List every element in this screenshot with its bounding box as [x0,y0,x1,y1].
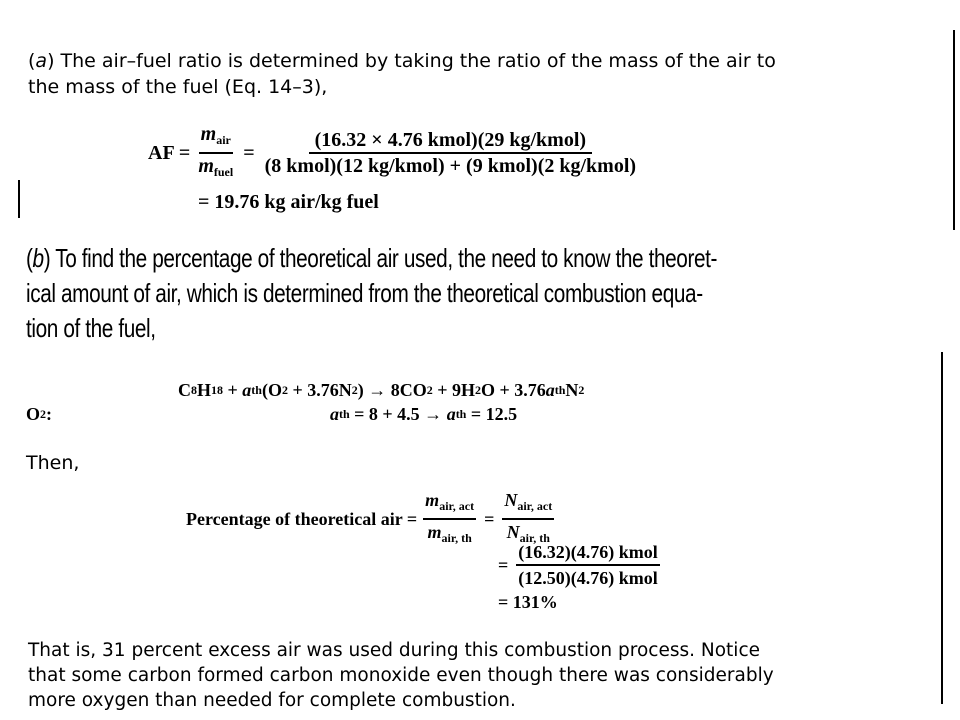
af-result: = 19.76 kg air/kg fuel [198,191,379,213]
mass-fuel-symbol: $m_{fuel}$ [198,155,234,179]
percentage-value-row: = $\frac{\text{(16.32)(4.76) kmol}}{\text{(12.50)(4.76) kmol}}$ [498,542,658,588]
part-a-paragraph: (a) The air–fuel ratio is determined by taking the ratio of the mass of the air to the mass of the fuel (Eq. 14–3), [28,50,776,98]
part-b-text-line-2: ical amount of air, which is determined from the theoretical combustion equa- [26,278,703,308]
combustion-reaction: C 8 H 18 + a th (O 2 + 3.76N 2 ) → 8CO 2 + 9H 2 O + 3.76 a th N 2 [178,380,585,400]
part-b-text-line-1: To find the percentage of theoretical air used, the need to know the theoret- [55,243,718,273]
part-a-text-line-2: the mass of the fuel (Eq. 14–3), [28,76,328,98]
scan-edge-right-top [953,30,955,230]
then-text: Then, [26,452,80,474]
af-value-fraction [263,129,638,177]
scan-edge-left-mark [18,180,20,218]
af-numerator: (16.32 × 4.76 kmol)(29 kg/kmol) [309,129,592,154]
conclusion-line-2: that some carbon formed carbon monoxide even though there was considerably [28,665,774,686]
mass-act-th-fraction: $\frac{m_{air, act}}{m_{air, th}}$ [425,490,475,545]
oxygen-balance-equation: a th = 8 + 4.5 → a th = 12.5 [330,404,518,424]
percentage-label: Percentage of theoretical air = [186,508,418,529]
kmol-fraction: $\frac{\text{(16.32)(4.76) kmol}}{\text{(12.50)(4.76) kmol}}$ [518,542,658,588]
percentage-result: = 131% [498,592,558,612]
part-b-label: b [32,243,44,273]
af-equation [148,123,638,183]
part-b-paragraph: (b) To find the percentage of theoretical air used, the need to know the theoret- ical amount of air, which is determined from the theoretical combustion equa- tion of the fuel, [26,241,960,346]
mole-act-th-fraction: $\frac{N_{air, act}}{N_{air, th}}$ [504,490,553,545]
part-a-label: a [35,50,48,72]
conclusion-line-1: That is, 31 percent excess air was used during this combustion process. Notice [28,640,760,661]
conclusion-paragraph [28,638,943,713]
mass-air-symbol: $m_{air}$ [199,123,233,154]
af-lhs: AF = [148,141,191,164]
percentage-equation: Percentage of theoretical air = $\frac{m_{air, act}}{m_{air, th}}$ = $\frac{N_{air, act}}{N_{air, th}}$ [186,489,554,549]
af-denominator: (8 kmol)(12 kg/kmol) + (9 kmol)(2 kg/kmol) [264,155,637,177]
oxygen-balance-label: O 2 : [26,404,53,424]
mass-ratio-fraction [196,123,235,183]
equals-sign: = [243,141,255,164]
conclusion-line-3: more oxygen than needed for complete combustion. [28,690,516,711]
part-a-text-line-1: The air–fuel ratio is determined by taking the ratio of the mass of the air to [60,50,776,72]
part-b-text-line-3: tion of the fuel, [26,313,156,343]
